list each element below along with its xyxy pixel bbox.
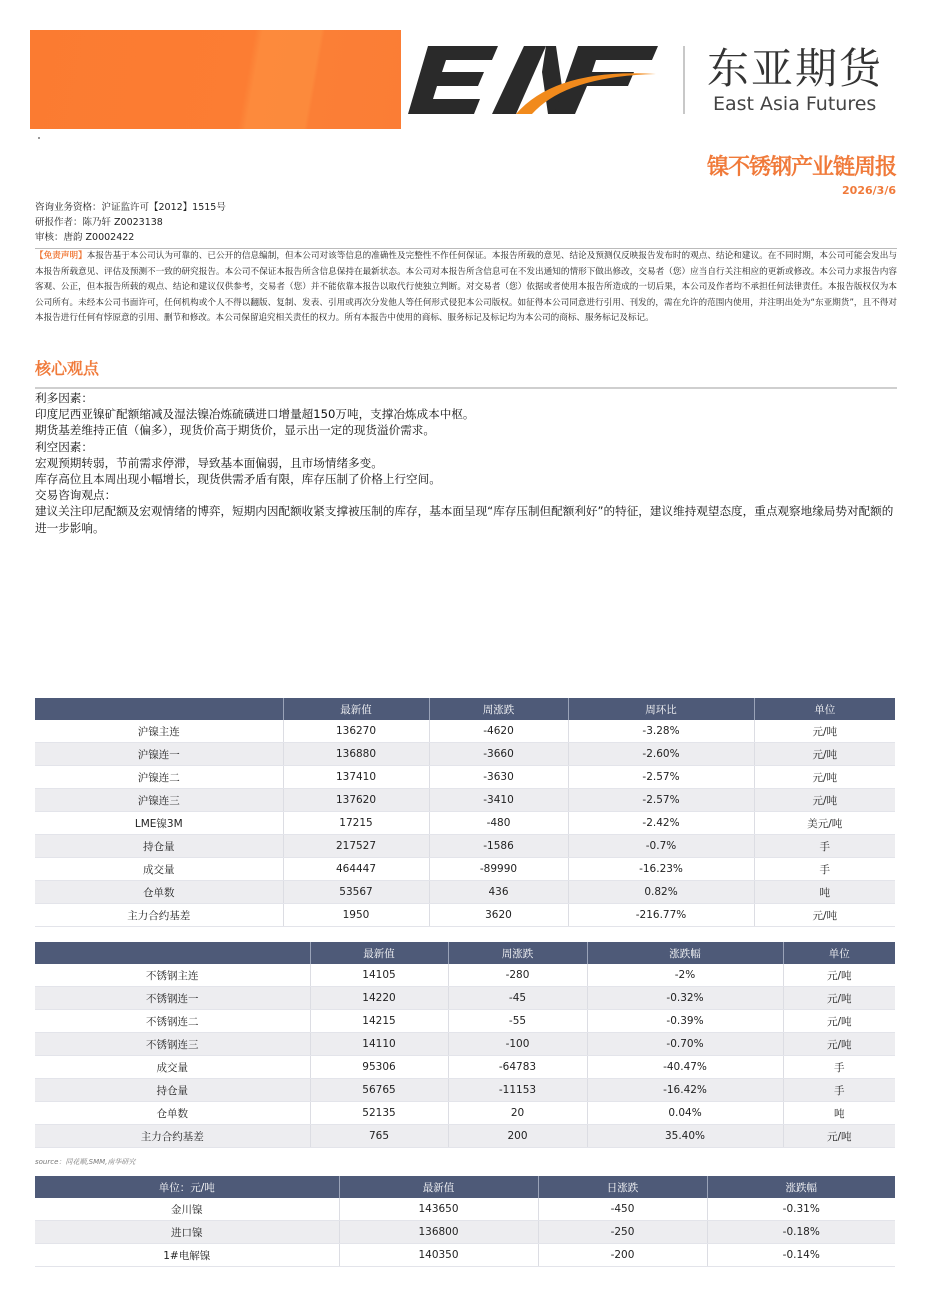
row-label: 仓单数	[35, 881, 283, 904]
table-row	[35, 1102, 895, 1125]
unit: 吨	[783, 1102, 895, 1125]
header-banner	[30, 30, 401, 129]
weekly-change: -1586	[429, 835, 568, 858]
table-row	[35, 1056, 895, 1079]
latest-value: 52135	[310, 1102, 448, 1125]
daily-change: -450	[538, 1198, 707, 1221]
latest-value: 1950	[283, 904, 429, 927]
weekly-change: 3620	[429, 904, 568, 927]
weekly-change: -3660	[429, 743, 568, 766]
unit: 手	[754, 858, 895, 881]
row-label: 主力合约基差	[35, 1125, 310, 1148]
unit: 元/吨	[783, 987, 895, 1010]
row-label: 1#电解镍	[35, 1244, 339, 1267]
bearish-point-1: 宏观预期转弱，节前需求停滞，导致基本面偏弱，且市场情绪多变。	[35, 455, 383, 470]
weekly-change-pct: -3.28%	[568, 720, 754, 743]
table-row	[35, 1221, 895, 1244]
unit: 吨	[754, 881, 895, 904]
latest-value: 137410	[283, 766, 429, 789]
row-label: 持仓量	[35, 1079, 310, 1102]
weekly-change-pct: -16.23%	[568, 858, 754, 881]
column-header: 涨跌幅	[587, 942, 783, 964]
row-label: 主力合约基差	[35, 904, 283, 927]
change-pct: -0.39%	[587, 1010, 783, 1033]
row-label: 仓单数	[35, 1102, 310, 1125]
table-row	[35, 858, 895, 881]
column-header: 单位	[783, 942, 895, 964]
daily-change: -200	[538, 1244, 707, 1267]
row-label: 沪镍主连	[35, 720, 283, 743]
column-header: 单位	[754, 698, 895, 720]
weekly-change: -11153	[448, 1079, 587, 1102]
column-header: 日涨跌	[538, 1176, 707, 1198]
weekly-change: -45	[448, 987, 587, 1010]
latest-value: 137620	[283, 789, 429, 812]
row-label: 不锈钢主连	[35, 964, 310, 987]
unit: 元/吨	[783, 964, 895, 987]
decorative-dot	[38, 137, 40, 139]
author-info: 研报作者：陈乃轩 Z0023138	[35, 217, 163, 228]
bullish-point-2: 期货基差维持正值（偏多），现货价高于期货价，显示出一定的现货溢价需求。	[35, 423, 435, 438]
eaf-logo-icon	[406, 42, 664, 118]
table-row	[35, 766, 895, 789]
table-row	[35, 1198, 895, 1221]
spot-nickel-table	[35, 1176, 895, 1267]
latest-value: 136270	[283, 720, 429, 743]
weekly-change: 436	[429, 881, 568, 904]
weekly-change: -64783	[448, 1056, 587, 1079]
weekly-change: -3410	[429, 789, 568, 812]
weekly-change-pct: -0.7%	[568, 835, 754, 858]
change-pct: -0.70%	[587, 1033, 783, 1056]
row-label: 沪镍连一	[35, 743, 283, 766]
unit: 手	[783, 1056, 895, 1079]
column-header: 涨跌幅	[707, 1176, 895, 1198]
latest-value: 17215	[283, 812, 429, 835]
weekly-change: 200	[448, 1125, 587, 1148]
weekly-change: -55	[448, 1010, 587, 1033]
row-label: LME镍3M	[35, 812, 283, 835]
weekly-change-pct: -2.60%	[568, 743, 754, 766]
weekly-change-pct: -2.42%	[568, 812, 754, 835]
source-note: source：同花顺,SMM,南华研究	[35, 1158, 136, 1166]
unit: 手	[783, 1079, 895, 1102]
latest-value: 14220	[310, 987, 448, 1010]
change-pct: -16.42%	[587, 1079, 783, 1102]
weekly-change-pct: -2.57%	[568, 766, 754, 789]
core-view-body	[35, 390, 897, 536]
change-pct: -0.14%	[707, 1244, 895, 1267]
row-label: 持仓量	[35, 835, 283, 858]
license-info: 咨询业务资格：沪证监许可【2012】1515号	[35, 202, 226, 213]
column-header: 单位：元/吨	[35, 1176, 339, 1198]
unit: 美元/吨	[754, 812, 895, 835]
report-title: 镍不锈钢产业链周报	[706, 155, 896, 180]
latest-value: 136880	[283, 743, 429, 766]
latest-value: 136800	[339, 1221, 538, 1244]
latest-value: 140350	[339, 1244, 538, 1267]
weekly-change: -89990	[429, 858, 568, 881]
unit: 元/吨	[754, 766, 895, 789]
table-header-row	[35, 942, 895, 964]
section-title-core-view: 核心观点	[35, 359, 100, 378]
weekly-change: -280	[448, 964, 587, 987]
weekly-change: 20	[448, 1102, 587, 1125]
row-label: 沪镍连三	[35, 789, 283, 812]
unit: 元/吨	[754, 904, 895, 927]
table-row	[35, 964, 895, 987]
change-pct: -0.18%	[707, 1221, 895, 1244]
company-name-en: East Asia Futures	[713, 93, 877, 115]
unit: 元/吨	[783, 1033, 895, 1056]
logo-divider	[683, 46, 685, 114]
change-pct: -0.31%	[707, 1198, 895, 1221]
stainless-steel-table	[35, 942, 895, 1148]
latest-value: 56765	[310, 1079, 448, 1102]
column-header: 周环比	[568, 698, 754, 720]
column-header: 最新值	[339, 1176, 538, 1198]
weekly-change: -3630	[429, 766, 568, 789]
change-pct: -0.32%	[587, 987, 783, 1010]
table-row	[35, 1079, 895, 1102]
column-header: 周涨跌	[448, 942, 587, 964]
disclaimer-tag: 【免责声明】	[35, 251, 87, 261]
bullish-point-1: 印度尼西亚镍矿配额缩减及湿法镍冶炼硫磺进口增量超150万吨，支撑冶炼成本中枢。	[35, 407, 475, 422]
table-row	[35, 881, 895, 904]
unit: 元/吨	[754, 720, 895, 743]
table-header-row	[35, 1176, 895, 1198]
latest-value: 765	[310, 1125, 448, 1148]
table-row	[35, 1033, 895, 1056]
table-row	[35, 1125, 895, 1148]
column-header: 最新值	[310, 942, 448, 964]
company-name-cn: 东亚期货	[707, 44, 884, 93]
column-header: 周涨跌	[429, 698, 568, 720]
reviewer-info: 审核：唐韵 Z0002422	[35, 232, 135, 243]
row-label: 金川镍	[35, 1198, 339, 1221]
section-divider	[35, 387, 897, 389]
table-row	[35, 1244, 895, 1267]
weekly-change: -100	[448, 1033, 587, 1056]
table-row	[35, 720, 895, 743]
table-row	[35, 835, 895, 858]
latest-value: 95306	[310, 1056, 448, 1079]
latest-value: 14110	[310, 1033, 448, 1056]
row-label: 不锈钢连一	[35, 987, 310, 1010]
weekly-change-pct: -2.57%	[568, 789, 754, 812]
change-pct: 35.40%	[587, 1125, 783, 1148]
row-label: 进口镍	[35, 1221, 339, 1244]
change-pct: -40.47%	[587, 1056, 783, 1079]
table-row	[35, 1010, 895, 1033]
latest-value: 53567	[283, 881, 429, 904]
latest-value: 143650	[339, 1198, 538, 1221]
column-header	[35, 698, 283, 720]
table-header-row	[35, 698, 895, 720]
unit: 手	[754, 835, 895, 858]
nickel-futures-table	[35, 698, 895, 927]
row-label: 不锈钢连三	[35, 1033, 310, 1056]
column-header: 最新值	[283, 698, 429, 720]
unit: 元/吨	[754, 789, 895, 812]
disclaimer	[35, 248, 897, 327]
table-row	[35, 743, 895, 766]
unit: 元/吨	[754, 743, 895, 766]
row-label: 沪镍连二	[35, 766, 283, 789]
trading-view-label: 交易咨询观点：	[35, 488, 117, 503]
table-row	[35, 987, 895, 1010]
row-label: 不锈钢连二	[35, 1010, 310, 1033]
report-date: 2026/3/6	[842, 184, 896, 197]
row-label: 成交量	[35, 1056, 310, 1079]
latest-value: 14105	[310, 964, 448, 987]
latest-value: 464447	[283, 858, 429, 881]
change-pct: -2%	[587, 964, 783, 987]
bearish-point-2: 库存高位且本周出现小幅增长，现货供需矛盾有限，库存压制了价格上行空间。	[35, 472, 441, 487]
latest-value: 217527	[283, 835, 429, 858]
unit: 元/吨	[783, 1010, 895, 1033]
bullish-label: 利多因素：	[35, 391, 93, 405]
weekly-change: -480	[429, 812, 568, 835]
unit: 元/吨	[783, 1125, 895, 1148]
weekly-change-pct: -216.77%	[568, 904, 754, 927]
row-label: 成交量	[35, 858, 283, 881]
trading-view-text: 建议关注印尼配额及宏观情绪的博弈，短期内因配额收紧支撑被压制的库存，基本面呈现“库存压制但配额利好”的特征，建议维持观望态度，重点观察地缘局势对配额的进一步影响。	[35, 504, 894, 535]
change-pct: 0.04%	[587, 1102, 783, 1125]
table-row	[35, 812, 895, 835]
weekly-change: -4620	[429, 720, 568, 743]
disclaimer-text: 本报告基于本公司认为可靠的、已公开的信息编制，但本公司对该等信息的准确性及完整性不作任何保证。本报告所载的意见、结论及预测仅反映报告发布时的观点、结论和建议。在不同时期，本公司可能会发出与本报告所载意见、评估及预测不一致的研究报告。本公司不保证本报告所含信息保持在最新状态。本公司对本报告所含信息可在不发出通知的情形下做出修改，交易者（您）应当自行关注相应的更新或修改。本公司力求报告内容客观、公正，但本报告所载的观点、结论和建议仅供参考，交易者（您）并不能依靠本报告以取代行使独立判断。对交易者（您）依据或者使用本报告所造成的一切后果，本公司及作者均不承担任何法律责任。本报告版权仅为本公司所有。未经本公司书面许可，任何机构或个人不得以翻版、复制、发表、引用或再次分发他人等任何形式侵犯本公司版权。如征得本公司同意进行引用、刊发的，需在允许的范围内使用，并注明出处为“东亚期货”，且不得对本报告进行任何有悖原意的引用、删节和修改。本公司保留追究相关责任的权力。所有本报告中使用的商标、服务标记及标记均为本公司的商标、服务标记及标记。	[35, 251, 897, 323]
weekly-change-pct: 0.82%	[568, 881, 754, 904]
column-header	[35, 942, 310, 964]
daily-change: -250	[538, 1221, 707, 1244]
table-row	[35, 904, 895, 927]
bearish-label: 利空因素：	[35, 439, 93, 454]
latest-value: 14215	[310, 1010, 448, 1033]
table-row	[35, 789, 895, 812]
